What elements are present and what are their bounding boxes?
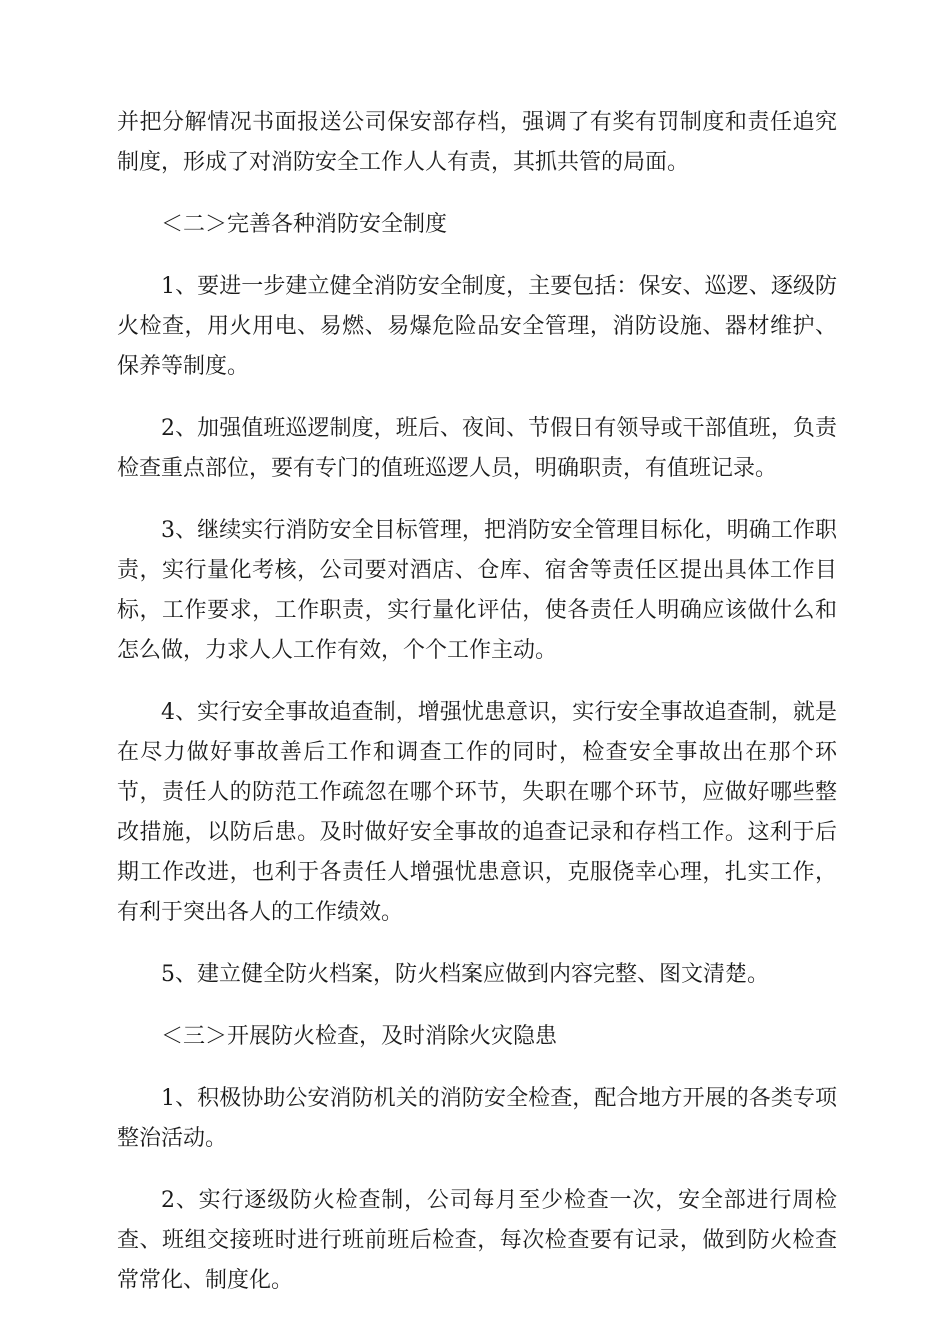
section-heading-3: ＜三＞开展防火检查，及时消除火灾隐患 xyxy=(161,1024,558,1049)
paragraph-continuation: 并把分解情况书面报送公司保安部存档，强调了有奖有罚制度和责任追究制度，形成了对消防安全工作人人有责，其抓共管的局面。 xyxy=(117,110,837,175)
paragraph-item-5: 5、建立健全防火档案，防火档案应做到内容完整、图文清楚。 xyxy=(161,962,769,987)
paragraph-item-3: 3、继续实行消防安全目标管理，把消防安全管理目标化，明确工作职责，实行量化考核，公司要对酒店、仓库、宿舍等责任区提出具体工作目标，工作要求，工作职责，实行量化评估，使各责任人明确应该做什么和怎么做，力求人人工作有效，个个工作主动。 xyxy=(117,518,837,663)
paragraph-item-3-2: 2、实行逐级防火检查制，公司每月至少检查一次，安全部进行周检查、班组交接班时进行班前班后检查，每次检查要有记录，做到防火检查常常化、制度化。 xyxy=(117,1188,837,1293)
section-heading-2: ＜二＞完善各种消防安全制度 xyxy=(161,212,448,237)
paragraph-item-3-1: 1、积极协助公安消防机关的消防安全检查，配合地方开展的各类专项整治活动。 xyxy=(117,1086,837,1151)
paragraph-item-4: 4、实行安全事故追查制，增强忧患意识，实行安全事故追查制，就是在尽力做好事故善后工作和调查工作的同时，检查安全事故出在那个环节，责任人的防范工作疏忽在哪个环节，失职在哪个环节，应做好哪些整改措施，以防后患。及时做好安全事故的追查记录和存档工作。这利于后期工作改进，也利于各责任人增强忧患意识，克服侥幸心理，扎实工作，有利于突出各人的工作绩效。 xyxy=(117,700,837,925)
paragraph-item-1: 1、要进一步建立健全消防安全制度，主要包括：保安、巡逻、逐级防火检查，用火用电、易燃、易爆危险品安全管理，消防设施、器材维护、保养等制度。 xyxy=(117,274,837,379)
paragraph-item-2: 2、加强值班巡逻制度，班后、夜间、节假日有领导或干部值班，负责检查重点部位，要有专门的值班巡逻人员，明确职责，有值班记录。 xyxy=(117,416,837,481)
document-page xyxy=(117,103,837,1323)
